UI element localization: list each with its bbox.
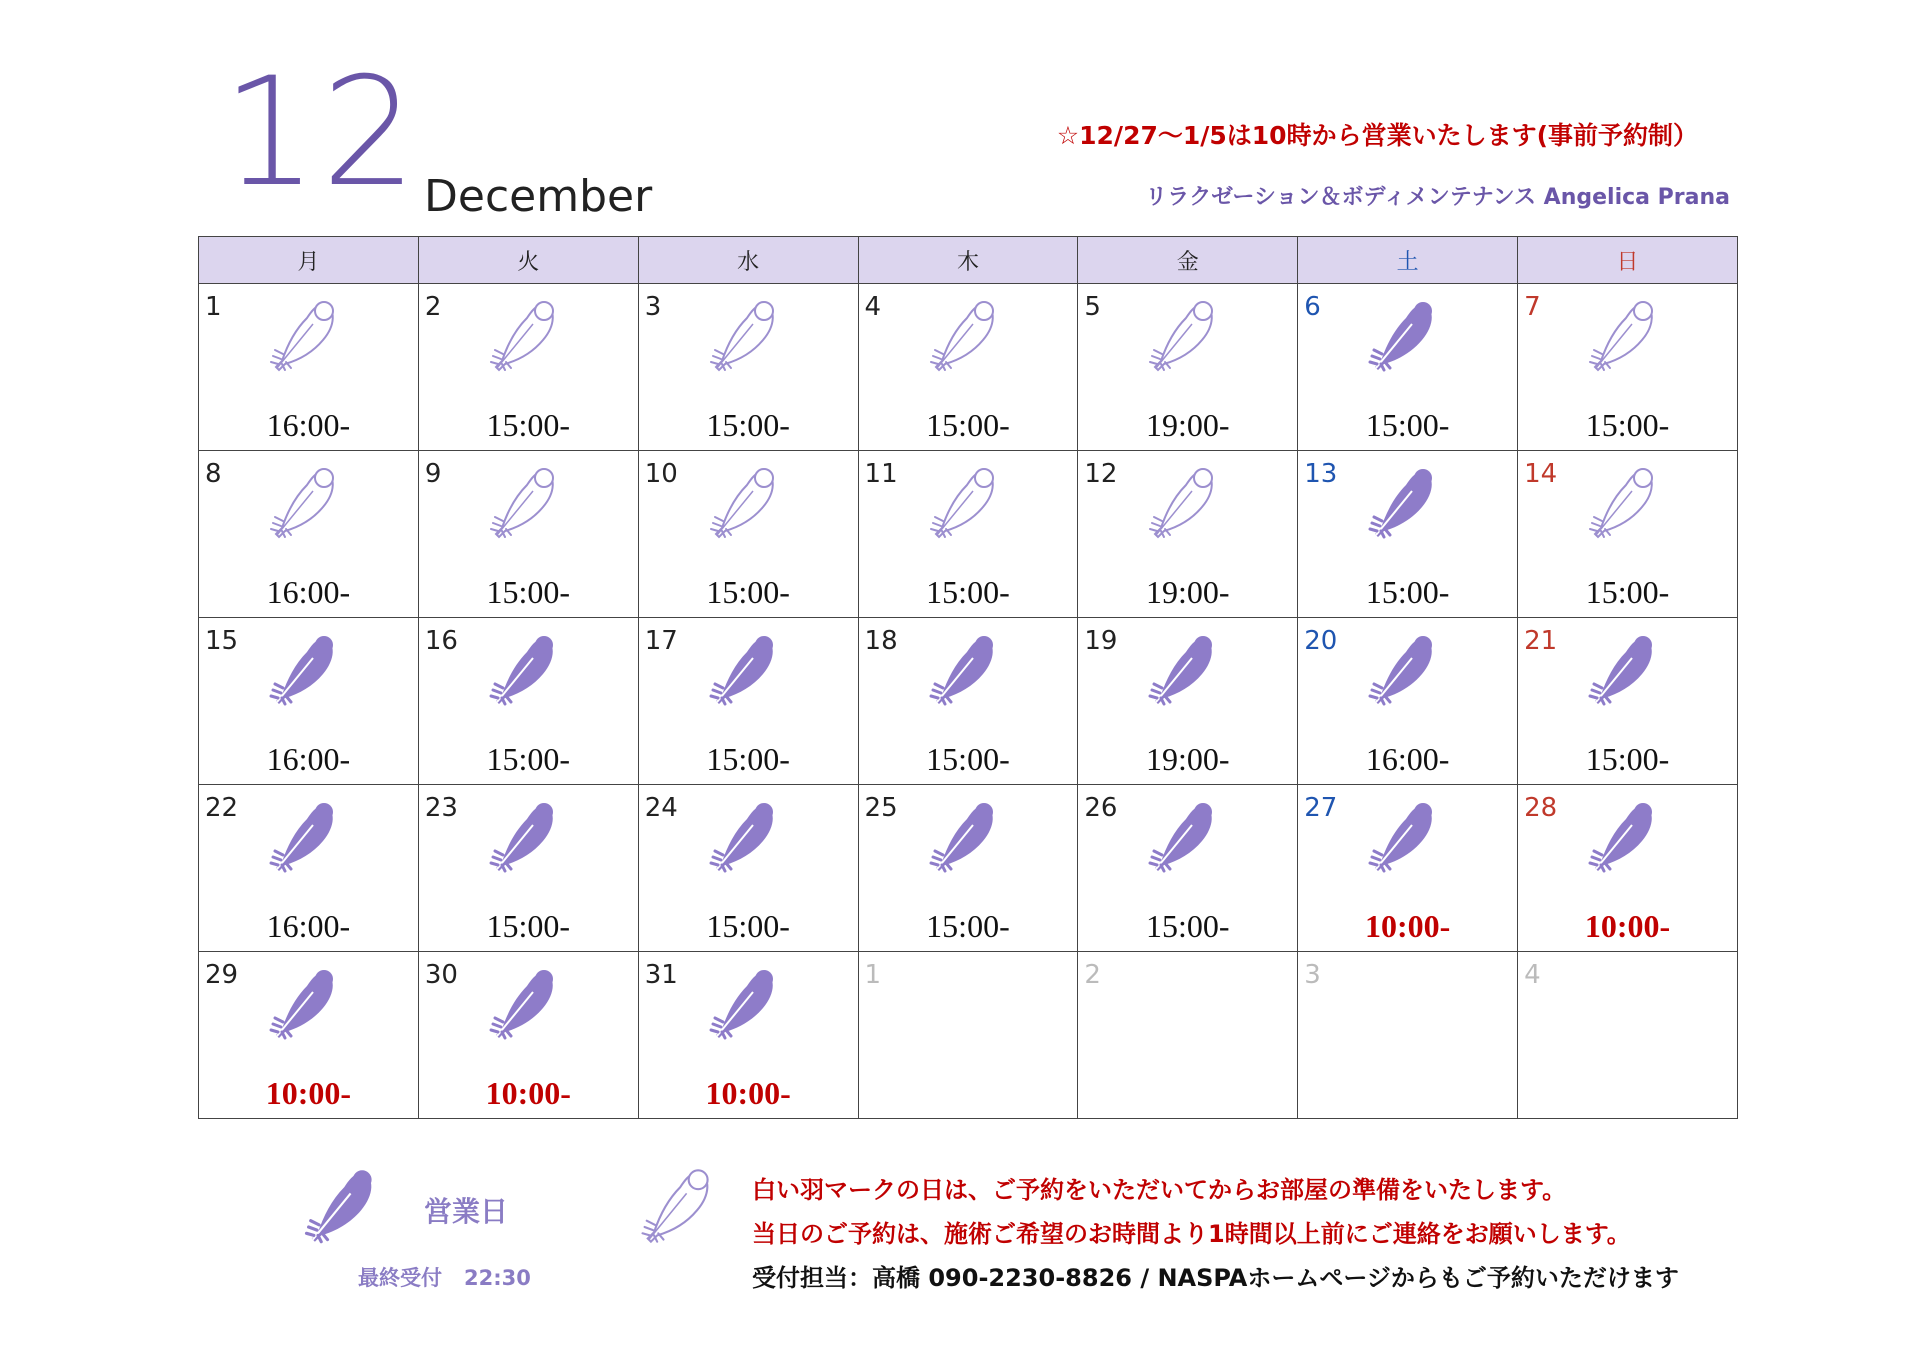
calendar-day-cell bbox=[1078, 785, 1298, 952]
feather-filled-icon bbox=[1364, 463, 1436, 543]
calendar-week-row bbox=[199, 785, 1738, 952]
calendar-day-cell bbox=[1298, 451, 1518, 618]
opening-time: 15:00- bbox=[926, 741, 1010, 777]
opening-time: 15:00- bbox=[1365, 407, 1450, 443]
opening-time: 16:00- bbox=[266, 908, 351, 944]
month-name: December bbox=[424, 171, 653, 222]
day-number: 12 bbox=[1084, 459, 1118, 489]
calendar-day-cell bbox=[1298, 952, 1518, 1119]
opening-time: 15:00- bbox=[1585, 741, 1670, 777]
day-number: 17 bbox=[644, 626, 678, 656]
calendar-day-cell bbox=[1078, 451, 1298, 618]
feather-filled-icon bbox=[265, 630, 337, 710]
opening-time: 15:00- bbox=[1146, 908, 1230, 944]
opening-time: 15:00- bbox=[926, 908, 1010, 944]
feather-filled-icon bbox=[925, 630, 997, 710]
calendar-day-cell bbox=[1518, 284, 1738, 451]
feather-filled-icon bbox=[485, 797, 557, 877]
day-number: 18 bbox=[864, 626, 898, 656]
feather-outline-icon bbox=[705, 296, 777, 376]
day-number: 26 bbox=[1084, 793, 1118, 823]
day-number: 30 bbox=[424, 960, 458, 990]
calendar-day-cell bbox=[1078, 618, 1298, 785]
calendar-day-cell bbox=[1518, 618, 1738, 785]
calendar-day-cell bbox=[1298, 785, 1518, 952]
feather-filled-icon bbox=[705, 630, 777, 710]
day-number: 7 bbox=[1524, 292, 1541, 322]
feather-filled-icon bbox=[300, 1164, 376, 1248]
feather-outline-icon bbox=[1584, 463, 1656, 543]
calendar-day-cell bbox=[1078, 284, 1298, 451]
calendar-day-cell bbox=[638, 451, 858, 618]
day-number: 20 bbox=[1304, 626, 1338, 656]
day-number: 9 bbox=[424, 459, 442, 489]
feather-outline-icon bbox=[1144, 296, 1216, 376]
feather-filled-icon bbox=[1144, 797, 1216, 877]
last-reception-label: 最終受付 bbox=[358, 1266, 442, 1290]
day-number: 31 bbox=[644, 960, 678, 990]
calendar-day-cell bbox=[1298, 618, 1518, 785]
calendar-day-cell bbox=[1518, 785, 1738, 952]
feather-outline-icon bbox=[636, 1164, 712, 1248]
legend-last-reception bbox=[358, 1262, 531, 1292]
feather-filled-icon bbox=[1364, 296, 1436, 376]
weekday-header: 水 bbox=[638, 237, 858, 284]
shop-name: リラクゼーション＆ボディメンテナンス Angelica Prana bbox=[1145, 185, 1730, 210]
calendar-day-cell bbox=[418, 785, 638, 952]
opening-time: 19:00- bbox=[1146, 741, 1230, 777]
feather-filled-icon bbox=[1364, 630, 1436, 710]
calendar-day-cell bbox=[638, 785, 858, 952]
day-number: 19 bbox=[1084, 626, 1118, 656]
weekday-header: 火 bbox=[418, 237, 638, 284]
holiday-notice: ☆12/27〜1/5は10時から営業いたします(事前予約制） bbox=[1056, 121, 1698, 150]
feather-outline-icon bbox=[485, 296, 557, 376]
calendar-day-cell bbox=[858, 451, 1078, 618]
opening-time: 15:00- bbox=[706, 407, 790, 443]
calendar-day-cell bbox=[858, 284, 1078, 451]
calendar-day-cell bbox=[858, 952, 1078, 1119]
calendar-week-row bbox=[199, 618, 1738, 785]
calendar-day-cell bbox=[638, 284, 858, 451]
legend-open-label: 営業日 bbox=[424, 1195, 509, 1228]
day-number: 28 bbox=[1524, 793, 1558, 823]
calendar-grid bbox=[198, 236, 1738, 1119]
opening-time: 10:00- bbox=[485, 1075, 571, 1111]
calendar-day-cell bbox=[199, 284, 419, 451]
opening-time: 10:00- bbox=[1364, 908, 1451, 944]
day-number: 1 bbox=[864, 960, 882, 990]
opening-time: 15:00- bbox=[486, 908, 571, 944]
weekday-header: 木 bbox=[858, 237, 1078, 284]
calendar-day-cell bbox=[1518, 952, 1738, 1119]
day-number: 21 bbox=[1524, 626, 1558, 656]
weekday-header-sunday: 日 bbox=[1518, 237, 1738, 284]
feather-outline-icon bbox=[265, 463, 337, 543]
calendar-day-cell bbox=[858, 618, 1078, 785]
feather-filled-icon bbox=[705, 797, 777, 877]
opening-time: 15:00- bbox=[1585, 574, 1670, 610]
feather-outline-icon bbox=[925, 296, 997, 376]
opening-time: 19:00- bbox=[1146, 407, 1230, 443]
day-number: 2 bbox=[1084, 960, 1101, 990]
opening-time: 15:00- bbox=[1365, 574, 1450, 610]
opening-time: 15:00- bbox=[486, 574, 571, 610]
day-number: 22 bbox=[205, 793, 239, 823]
calendar-body bbox=[199, 284, 1738, 1119]
calendar-day-cell bbox=[418, 284, 638, 451]
feather-filled-icon bbox=[265, 797, 337, 877]
weekday-header: 月 bbox=[199, 237, 419, 284]
feather-filled-icon bbox=[925, 797, 997, 877]
opening-time: 15:00- bbox=[706, 908, 790, 944]
day-number: 5 bbox=[1084, 292, 1101, 322]
calendar-day-cell bbox=[418, 451, 638, 618]
day-number: 14 bbox=[1524, 459, 1558, 489]
calendar-day-cell bbox=[418, 952, 638, 1119]
feather-filled-icon bbox=[1364, 797, 1436, 877]
opening-time: 10:00- bbox=[265, 1075, 352, 1111]
feather-outline-icon bbox=[1144, 463, 1216, 543]
opening-time: 16:00- bbox=[266, 741, 351, 777]
day-number: 3 bbox=[1304, 960, 1321, 990]
day-number: 8 bbox=[205, 459, 222, 489]
day-number: 24 bbox=[644, 793, 678, 823]
opening-time: 15:00- bbox=[486, 741, 571, 777]
last-reception-time: 22:30 bbox=[464, 1266, 531, 1290]
day-number: 25 bbox=[864, 793, 898, 823]
feather-outline-icon bbox=[265, 296, 337, 376]
feather-filled-icon bbox=[705, 964, 777, 1044]
day-number: 6 bbox=[1304, 292, 1321, 322]
calendar-day-cell bbox=[199, 618, 419, 785]
day-number: 29 bbox=[205, 960, 239, 990]
feather-filled-icon bbox=[485, 630, 557, 710]
calendar-day-cell bbox=[858, 785, 1078, 952]
opening-time: 19:00- bbox=[1146, 574, 1230, 610]
day-number: 27 bbox=[1304, 793, 1338, 823]
feather-filled-icon bbox=[1144, 630, 1216, 710]
feather-outline-icon bbox=[925, 463, 997, 543]
feather-filled-icon bbox=[265, 964, 337, 1044]
opening-time: 16:00- bbox=[1365, 741, 1450, 777]
calendar-day-cell bbox=[1518, 451, 1738, 618]
opening-time: 15:00- bbox=[926, 407, 1010, 443]
opening-time: 15:00- bbox=[706, 574, 790, 610]
day-number: 2 bbox=[424, 292, 442, 322]
calendar-day-cell bbox=[199, 451, 419, 618]
opening-time: 10:00- bbox=[1584, 908, 1671, 944]
feather-outline-icon bbox=[485, 463, 557, 543]
opening-time: 16:00- bbox=[266, 407, 351, 443]
day-number: 1 bbox=[205, 292, 222, 322]
calendar-week-row bbox=[199, 284, 1738, 451]
day-number: 11 bbox=[864, 459, 898, 489]
feather-filled-icon bbox=[1584, 797, 1656, 877]
day-number: 3 bbox=[644, 292, 662, 322]
feather-filled-icon bbox=[1584, 630, 1656, 710]
opening-time: 15:00- bbox=[1585, 407, 1670, 443]
day-number: 16 bbox=[424, 626, 458, 656]
calendar-week-row bbox=[199, 451, 1738, 618]
weekday-header: 金 bbox=[1078, 237, 1298, 284]
day-number: 13 bbox=[1304, 459, 1338, 489]
weekday-header-saturday: 土 bbox=[1298, 237, 1518, 284]
note-same-day: 当日のご予約は、施術ご希望のお時間より1時間以上前にご連絡をお願いします。 bbox=[752, 1220, 1631, 1248]
opening-time: 16:00- bbox=[266, 574, 351, 610]
weekday-header-row bbox=[199, 237, 1738, 284]
month-number: 12 bbox=[222, 46, 421, 220]
opening-time: 10:00- bbox=[705, 1075, 791, 1111]
day-number: 10 bbox=[644, 459, 678, 489]
calendar-day-cell bbox=[199, 952, 419, 1119]
opening-time: 15:00- bbox=[706, 741, 790, 777]
calendar-day-cell bbox=[638, 618, 858, 785]
opening-time: 15:00- bbox=[926, 574, 1010, 610]
note-contact: 受付担当：高橋 090-2230-8826 / NASPAホームページからもご予約いただけます bbox=[752, 1264, 1679, 1292]
day-number: 15 bbox=[205, 626, 239, 656]
feather-outline-icon bbox=[705, 463, 777, 543]
calendar-day-cell bbox=[1078, 952, 1298, 1119]
calendar-day-cell bbox=[418, 618, 638, 785]
day-number: 4 bbox=[864, 292, 882, 322]
opening-time: 15:00- bbox=[486, 407, 571, 443]
calendar-week-row bbox=[199, 952, 1738, 1119]
note-white-feather: 白い羽マークの日は、ご予約をいただいてからお部屋の準備をいたします。 bbox=[752, 1176, 1567, 1204]
calendar-day-cell bbox=[1298, 284, 1518, 451]
day-number: 23 bbox=[424, 793, 458, 823]
calendar-day-cell bbox=[199, 785, 419, 952]
day-number: 4 bbox=[1524, 960, 1541, 990]
feather-outline-icon bbox=[1584, 296, 1656, 376]
feather-filled-icon bbox=[485, 964, 557, 1044]
calendar-day-cell bbox=[638, 952, 858, 1119]
